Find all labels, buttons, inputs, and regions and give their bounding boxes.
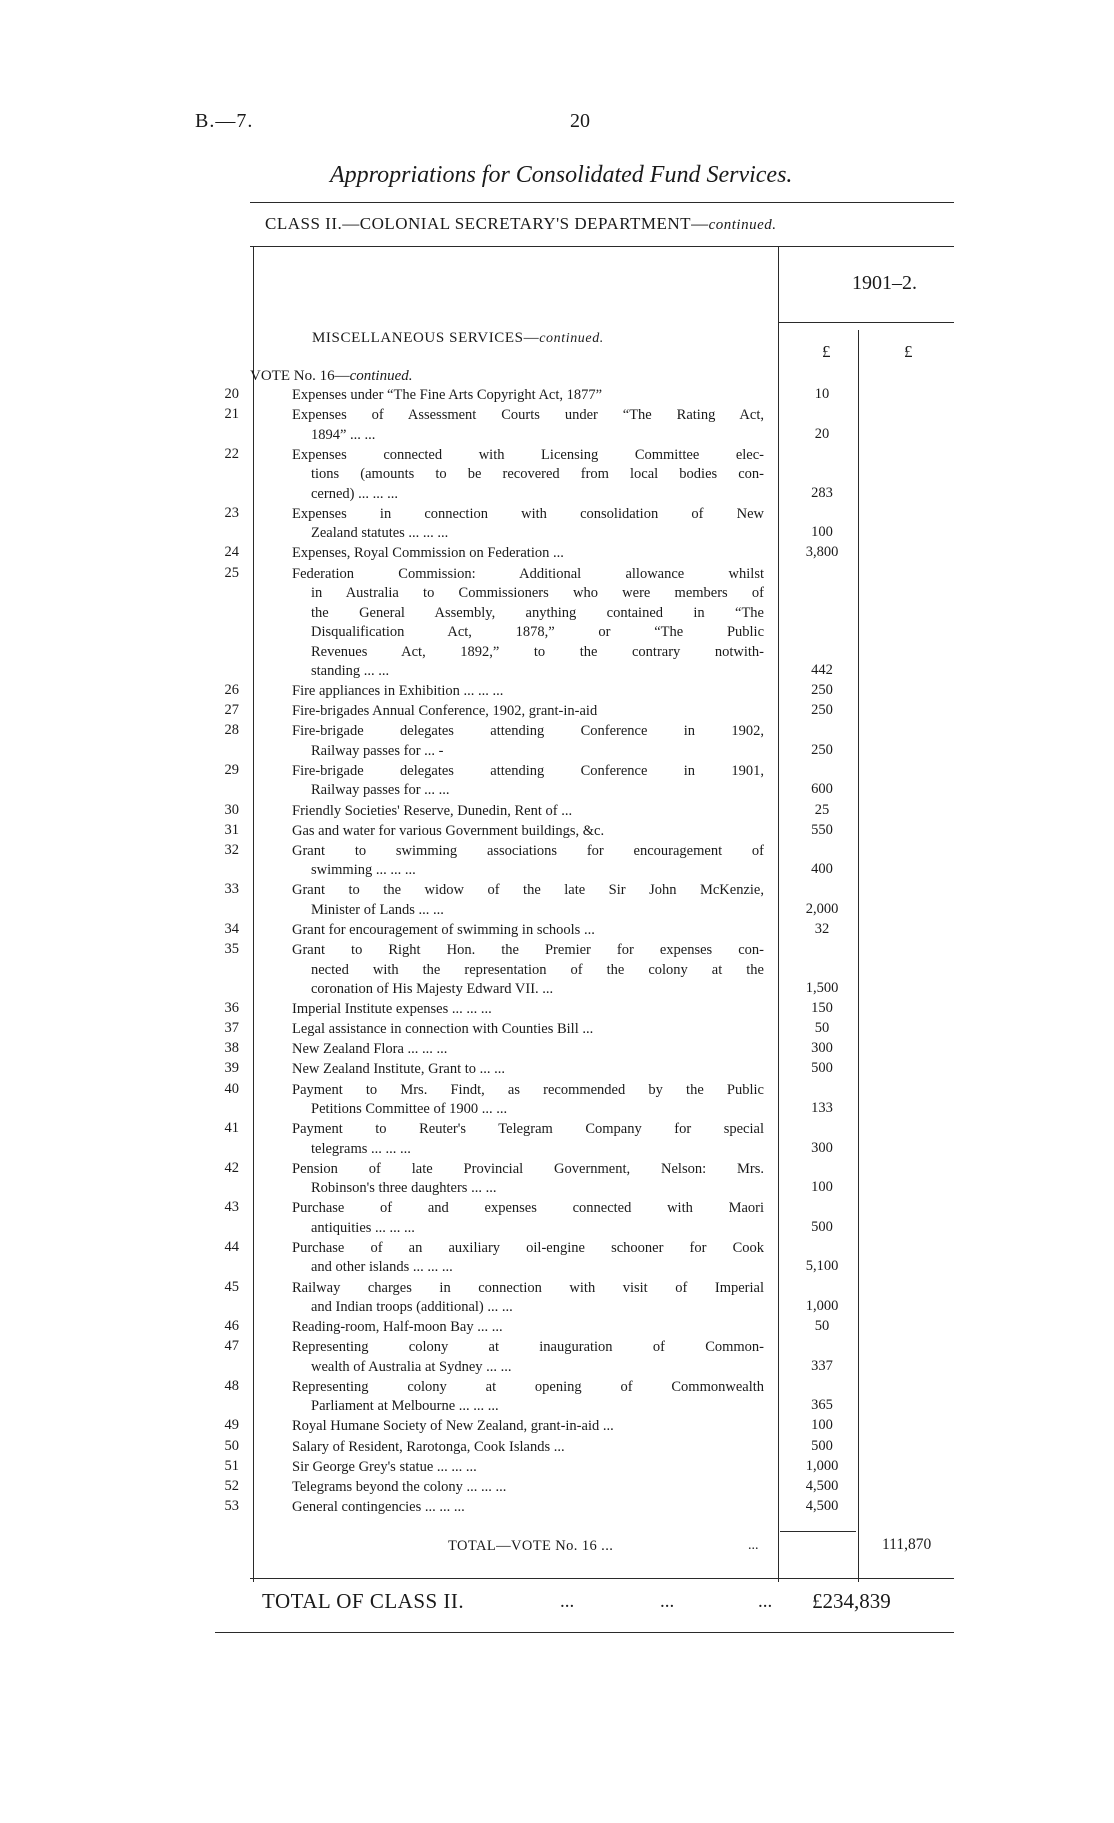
description-line: Representing colony at opening of Commonwealth <box>292 1378 764 1395</box>
description-line: Imperial Institute expenses ... ... ... <box>292 1001 492 1018</box>
item-amount: 365 <box>811 1397 833 1414</box>
item-number: 37 <box>224 1020 239 1037</box>
description-line: Telegrams beyond the colony ... ... ... <box>292 1478 507 1495</box>
item-amount: 20 <box>814 425 830 442</box>
item-amount: 250 <box>811 741 833 758</box>
description-line: Expenses, Royal Commission on Federation ... <box>292 545 564 562</box>
item-number: 26 <box>224 682 239 699</box>
item-number: 35 <box>224 941 239 957</box>
item-description <box>292 802 764 822</box>
item-number: 53 <box>224 1497 239 1514</box>
page-title: Appropriations for Consolidated Fund Services. <box>330 162 793 188</box>
item-description <box>292 762 764 801</box>
item-description <box>292 842 764 881</box>
description-line: Reading-room, Half-moon Bay ... ... <box>292 1319 503 1336</box>
item-amount: 300 <box>811 1040 833 1057</box>
item-number: 20 <box>224 386 239 402</box>
description-line: Pension of late Provincial Government, Nelson: Mrs. <box>292 1160 764 1177</box>
description-line: swimming ... ... ... <box>311 862 416 879</box>
item-description <box>292 1199 764 1238</box>
description-line: Disqualification Act, 1878,” or “The Public <box>311 624 764 640</box>
item-amount: 300 <box>811 1139 833 1156</box>
table-bottom-rule <box>250 1578 954 1579</box>
item-number: 43 <box>224 1199 239 1216</box>
item-amount: 4,500 <box>805 1497 839 1514</box>
description-line: Grant to swimming associations for encouragement of <box>292 842 764 859</box>
item-amount: 10 <box>814 386 830 402</box>
class-total-label: TOTAL OF CLASS II. <box>262 1589 465 1613</box>
item-number: 44 <box>224 1238 239 1255</box>
description-line: Purchase of an auxiliary oil-engine schooner for Cook <box>292 1239 764 1256</box>
item-number: 49 <box>224 1417 239 1434</box>
description-line: Revenues Act, 1892,” to the contrary notwith- <box>311 643 764 660</box>
item-amount: 400 <box>811 861 833 878</box>
item-amount: 337 <box>811 1357 833 1374</box>
item-number: 39 <box>224 1060 239 1077</box>
description-line: Grant to the widow of the late Sir John McKenzie, <box>292 882 764 899</box>
item-description <box>292 941 764 1000</box>
description-line: Petitions Committee of 1900 ... ... <box>311 1101 508 1117</box>
item-amount: 50 <box>814 1020 830 1037</box>
class-total-leader-dots: ... <box>758 1591 773 1612</box>
description-line: New Zealand Institute, Grant to ... ... <box>292 1061 506 1078</box>
item-number: 36 <box>224 1000 239 1017</box>
item-description <box>292 1279 764 1318</box>
description-line: the General Assembly, anything contained in “The <box>311 604 764 621</box>
currency-symbol-total: £ <box>904 342 913 361</box>
description-line: telegrams ... ... ... <box>311 1140 411 1157</box>
description-line: General contingencies ... ... ... <box>292 1498 465 1515</box>
item-description <box>292 682 764 702</box>
item-amount: 133 <box>811 1100 833 1116</box>
description-line: Federation Commission: Additional allowance whilst <box>292 565 764 582</box>
description-line: Salary of Resident, Rarotonga, Cook Islands ... <box>292 1438 565 1455</box>
item-amount: 250 <box>811 702 833 719</box>
item-number: 38 <box>224 1040 239 1057</box>
item-number: 52 <box>224 1477 239 1494</box>
item-description <box>292 1000 764 1020</box>
item-number: 40 <box>224 1080 239 1097</box>
description-line: nected with the representation of the colony at the <box>311 961 764 978</box>
section-heading: MISCELLANEOUS SERVICES—continued. <box>312 330 604 346</box>
item-number: 27 <box>224 702 239 719</box>
item-number: 48 <box>224 1377 239 1394</box>
page-number: 20 <box>570 110 590 132</box>
item-number: 34 <box>224 920 239 937</box>
vote-total-label: TOTAL—VOTE No. 16 ... <box>448 1538 614 1554</box>
description-line: Fire-brigades Annual Conference, 1902, grant-in-aid <box>292 703 598 720</box>
left-column-rule <box>253 246 254 1582</box>
item-amount: 4,500 <box>805 1477 839 1494</box>
description-line: Expenses of Assessment Courts under “The Rating Act, <box>292 407 764 424</box>
item-amount: 550 <box>811 821 833 838</box>
item-amount: 25 <box>814 801 830 818</box>
description-line: Robinson's three daughters ... ... <box>311 1180 497 1197</box>
item-description <box>292 1498 764 1518</box>
description-line: Legal assistance in connection with Counties Bill ... <box>292 1021 594 1038</box>
class-total-amount: £234,839 <box>812 1589 891 1613</box>
description-line: 1894” ... ... <box>311 426 376 443</box>
item-number: 31 <box>224 821 239 838</box>
item-description <box>292 406 764 445</box>
currency-symbol-items: £ <box>822 342 831 361</box>
item-amount: 1,000 <box>805 1457 839 1474</box>
class-total-leader-dots: ... <box>560 1591 575 1612</box>
description-line: Representing colony at inauguration of Common- <box>292 1339 764 1356</box>
class-heading: CLASS II.—COLONIAL SECRETARY'S DEPARTMENT—continued. <box>265 214 777 233</box>
document-reference: B.—7. <box>195 110 254 132</box>
year-underline <box>778 322 954 323</box>
item-amount: 1,500 <box>805 980 839 996</box>
item-description <box>292 505 764 544</box>
item-amount: 500 <box>811 1437 833 1454</box>
item-number: 45 <box>224 1278 239 1295</box>
item-description <box>292 446 764 505</box>
item-amount: 5,100 <box>805 1258 839 1275</box>
item-description <box>292 1338 764 1377</box>
description-line: in Australia to Commissioners who were members of <box>311 585 764 601</box>
item-description <box>292 1120 764 1159</box>
table-top-rule <box>250 246 954 247</box>
item-number: 21 <box>224 406 239 423</box>
item-number: 32 <box>224 841 239 858</box>
description-line: tions (amounts to be recovered from local bodies con- <box>311 466 764 483</box>
description-line: Payment to Mrs. Findt, as recommended by the Public <box>292 1081 764 1098</box>
description-line: and other islands ... ... ... <box>311 1259 453 1276</box>
description-line: Zealand statutes ... ... ... <box>311 525 449 542</box>
item-number: 23 <box>224 504 239 521</box>
description-line: Expenses in connection with consolidation of New <box>292 505 764 522</box>
item-amount: 500 <box>811 1060 833 1077</box>
item-description <box>292 1239 764 1278</box>
item-number: 29 <box>224 761 239 778</box>
description-line: Railway passes for ... - <box>311 742 444 759</box>
item-description <box>292 1458 764 1478</box>
item-amount: 32 <box>814 920 830 937</box>
item-number: 25 <box>224 564 239 581</box>
item-description <box>292 1417 764 1437</box>
item-description <box>292 565 764 682</box>
item-description <box>292 1318 764 1338</box>
item-amount: 283 <box>811 484 833 501</box>
item-description <box>292 1438 764 1458</box>
item-amount: 100 <box>811 524 833 541</box>
description-line: Grant to Right Hon. the Premier for expenses con- <box>292 942 764 958</box>
description-line: Fire appliances in Exhibition ... ... ... <box>292 683 504 700</box>
description-line: Expenses connected with Licensing Committee elec- <box>292 446 764 463</box>
item-number: 33 <box>224 881 239 898</box>
item-description <box>292 1040 764 1060</box>
item-amount: 150 <box>811 1000 833 1017</box>
item-amount: 250 <box>811 682 833 699</box>
item-number: 22 <box>224 445 239 462</box>
description-line: Payment to Reuter's Telegram Company for special <box>292 1121 764 1138</box>
item-description <box>292 544 764 564</box>
item-number: 28 <box>224 722 239 739</box>
item-amount: 50 <box>814 1318 830 1335</box>
item-description <box>292 722 764 761</box>
item-amount: 2,000 <box>805 900 839 917</box>
item-number: 41 <box>224 1120 239 1137</box>
item-amount: 100 <box>811 1179 833 1196</box>
description-line: coronation of His Majesty Edward VII. ... <box>311 981 554 997</box>
item-description <box>292 1081 764 1120</box>
description-line: Railway charges in connection with visit of Imperial <box>292 1279 764 1296</box>
item-number: 50 <box>224 1437 239 1454</box>
item-description <box>292 822 764 842</box>
item-description <box>292 881 764 920</box>
subtotal-rule <box>780 1531 856 1532</box>
item-number: 46 <box>224 1318 239 1335</box>
vote-heading: VOTE No. 16—continued. <box>250 368 413 384</box>
item-amount: 1,000 <box>805 1298 839 1314</box>
vote-total-leader-dots: ... <box>748 1538 759 1553</box>
description-line: Royal Humane Society of New Zealand, grant-in-aid ... <box>292 1418 614 1435</box>
year-heading: 1901–2. <box>852 272 917 294</box>
description-line: Parliament at Melbourne ... ... ... <box>311 1398 499 1415</box>
item-amount: 500 <box>811 1218 833 1235</box>
amount-middle-rule <box>858 330 859 1582</box>
item-description <box>292 386 764 406</box>
description-line: cerned) ... ... ... <box>311 485 398 502</box>
amount-left-rule <box>778 246 779 1582</box>
description-line: wealth of Australia at Sydney ... ... <box>311 1358 512 1375</box>
item-description <box>292 1160 764 1199</box>
item-amount: 3,800 <box>805 544 839 561</box>
description-line: Fire-brigade delegates attending Conference in 1901, <box>292 762 764 779</box>
item-amount: 442 <box>811 662 833 678</box>
description-line: Fire-brigade delegates attending Conference in 1902, <box>292 723 764 740</box>
vote-total-amount: 111,870 <box>882 1536 932 1553</box>
description-line: and Indian troops (additional) ... ... <box>311 1299 513 1315</box>
description-line: Minister of Lands ... ... <box>311 901 444 918</box>
description-line: Sir George Grey's statue ... ... ... <box>292 1458 477 1475</box>
description-line: Friendly Societies' Reserve, Dunedin, Rent of ... <box>292 802 573 819</box>
description-line: Purchase of and expenses connected with Maori <box>292 1200 764 1217</box>
item-number: 51 <box>224 1457 239 1474</box>
description-line: Grant for encouragement of swimming in schools ... <box>292 921 595 938</box>
item-number: 30 <box>224 801 239 818</box>
description-line: Railway passes for ... ... <box>311 782 450 799</box>
description-line: standing ... ... <box>311 663 390 679</box>
description-line: Gas and water for various Government buildings, &c. <box>292 822 605 839</box>
item-amount: 600 <box>811 781 833 798</box>
description-line: Expenses under “The Fine Arts Copyright Act, 1877” <box>292 387 603 403</box>
item-description <box>292 702 764 722</box>
item-description <box>292 921 764 941</box>
item-description <box>292 1020 764 1040</box>
item-number: 24 <box>224 544 239 561</box>
description-line: New Zealand Flora ... ... ... <box>292 1041 448 1058</box>
item-description <box>292 1478 764 1498</box>
item-number: 47 <box>224 1338 239 1355</box>
class-total-leader-dots: ... <box>660 1591 675 1612</box>
item-amount: 100 <box>811 1417 833 1434</box>
item-number: 42 <box>224 1159 239 1176</box>
item-description <box>292 1378 764 1417</box>
class-total-underline <box>215 1632 954 1633</box>
title-underline <box>250 202 954 203</box>
item-description <box>292 1060 764 1080</box>
description-line: antiquities ... ... ... <box>311 1219 415 1236</box>
